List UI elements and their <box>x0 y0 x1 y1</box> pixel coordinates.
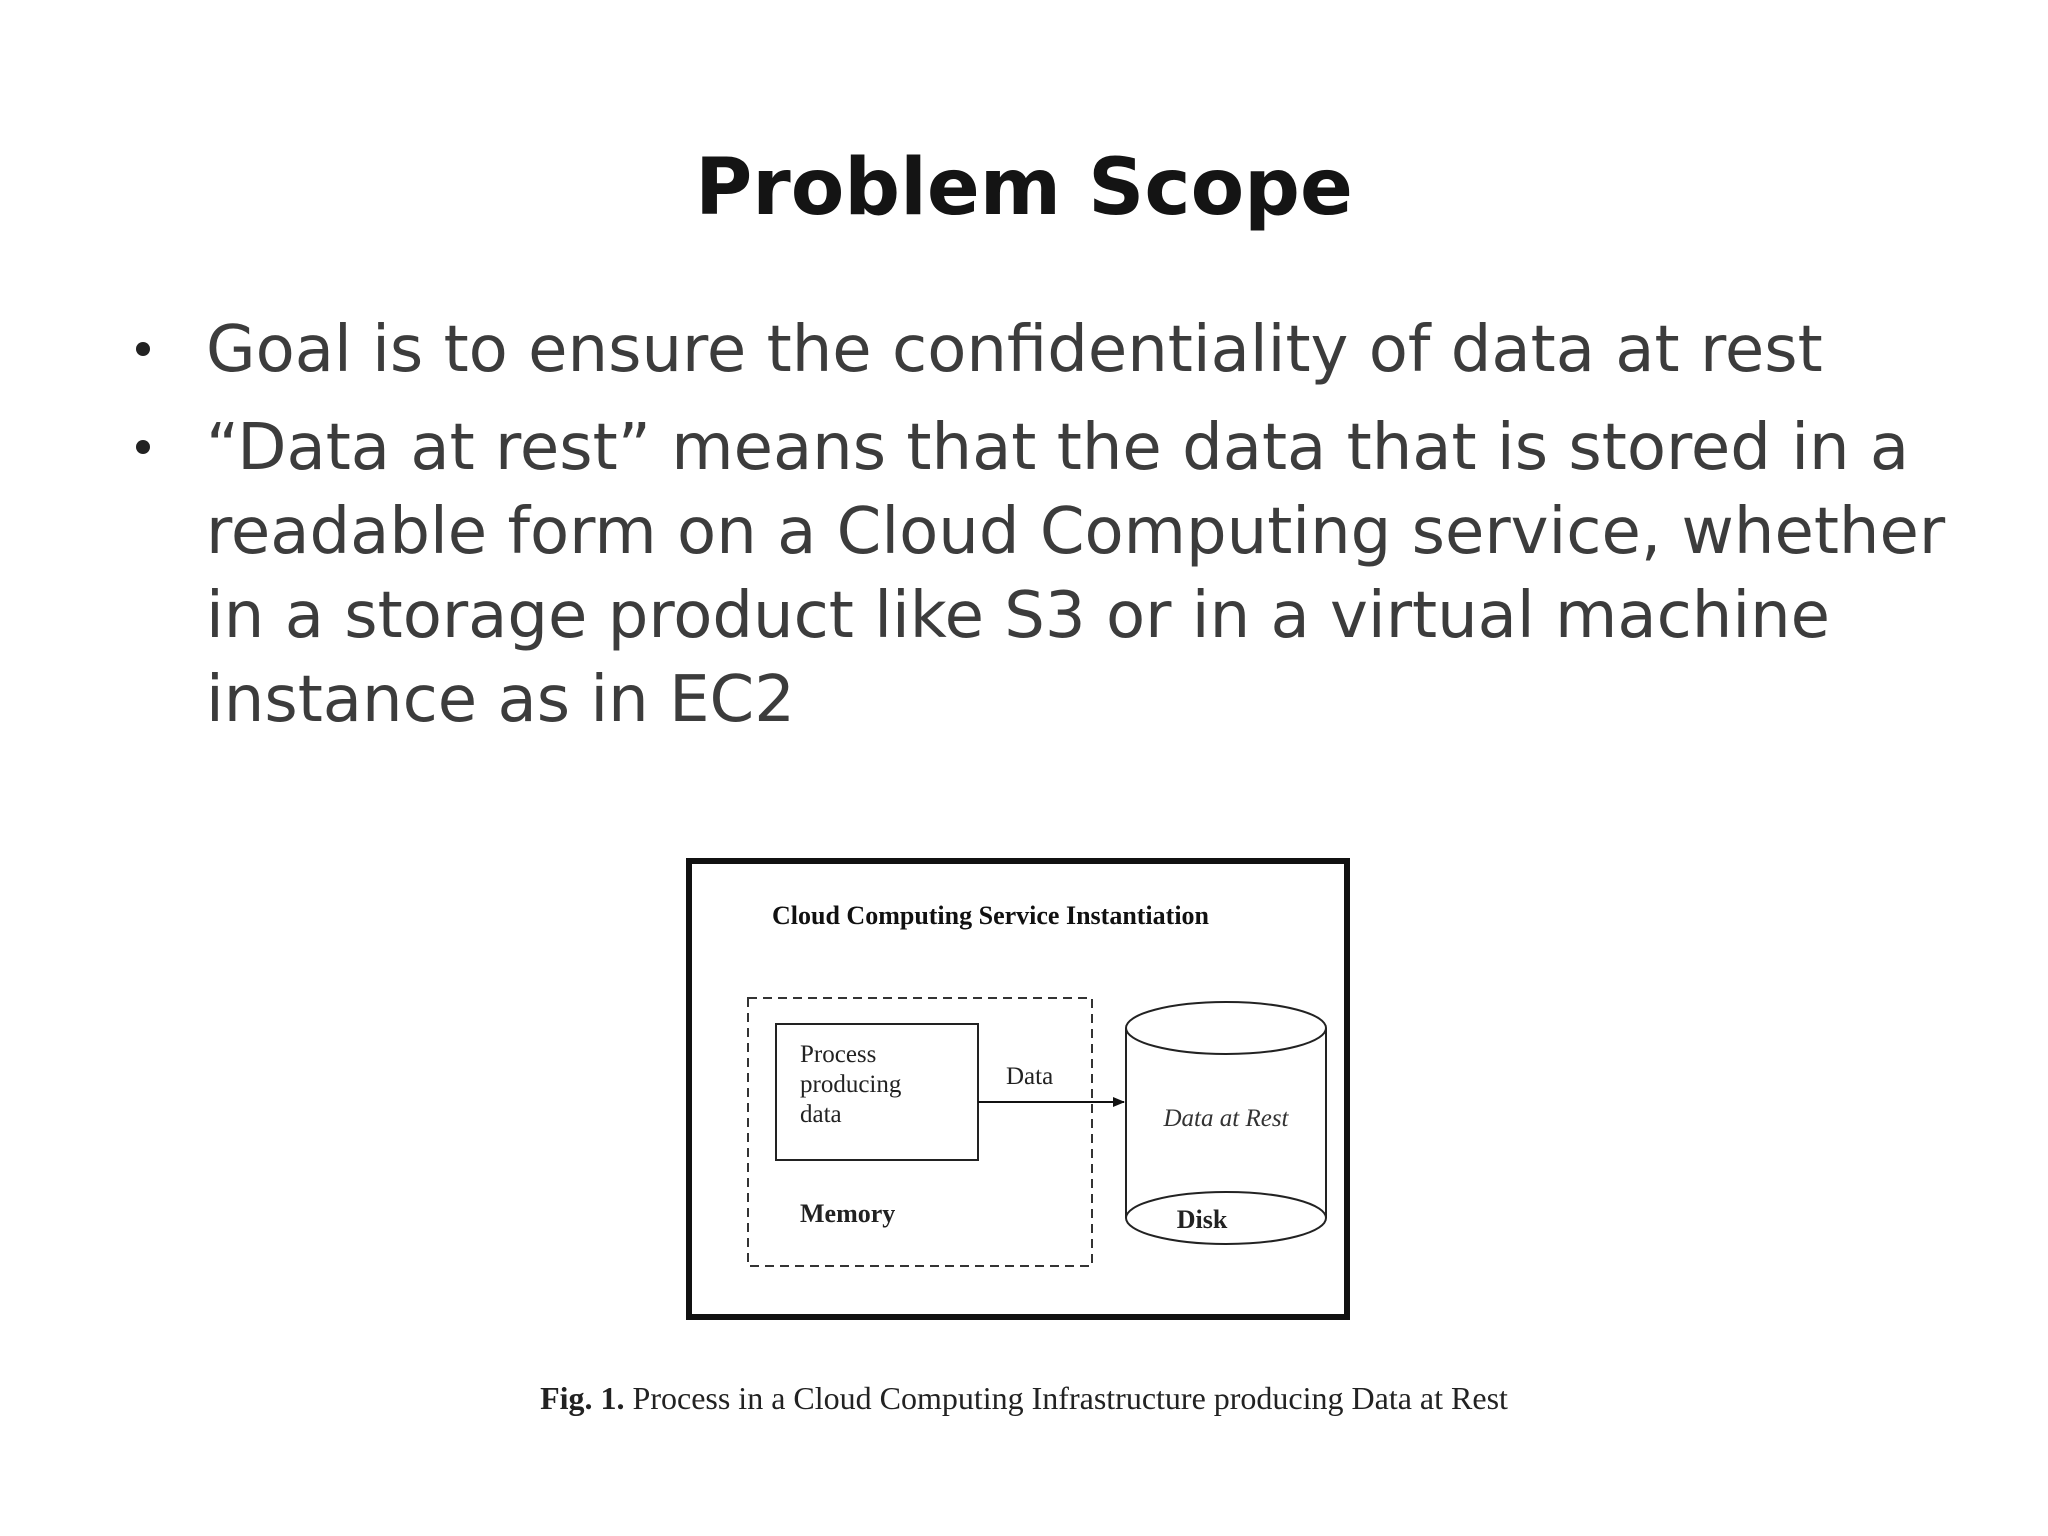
figure-caption <box>0 1376 2048 1420</box>
bullet-item <box>130 308 1950 392</box>
arrow-label: Data <box>1006 1063 1054 1090</box>
process-label-line: data <box>800 1101 842 1128</box>
bullet-text: “Data at rest” means that the data that is stored in a readable form on a Cloud Computing service, whether in a storage product like S3 or in a virtual machine instance as in EC2 <box>206 411 1946 737</box>
architecture-diagram <box>692 864 1344 1314</box>
bullet-item <box>130 406 1950 742</box>
disk-top-ellipse <box>1126 1002 1326 1054</box>
bullet-dot-icon <box>136 440 150 454</box>
process-label-line: producing <box>800 1071 902 1098</box>
figure-frame <box>686 858 1350 1320</box>
bullet-dot-icon <box>136 342 150 356</box>
diagram-title: Cloud Computing Service Instantiation <box>772 901 1209 930</box>
bullet-list <box>130 308 1950 756</box>
process-label-line: Process <box>800 1041 877 1068</box>
bullet-text: Goal is to ensure the confidentiality of data at rest <box>206 313 1823 387</box>
caption-text: Process in a Cloud Computing Infrastructure producing Data at Rest <box>632 1380 1508 1416</box>
caption-lead: Fig. 1. <box>540 1380 625 1416</box>
slide-title: Problem Scope <box>695 143 1353 233</box>
memory-label: Memory <box>800 1199 896 1228</box>
disk-label: Disk <box>1176 1205 1228 1234</box>
storage-label: Data at Rest <box>1163 1105 1289 1132</box>
